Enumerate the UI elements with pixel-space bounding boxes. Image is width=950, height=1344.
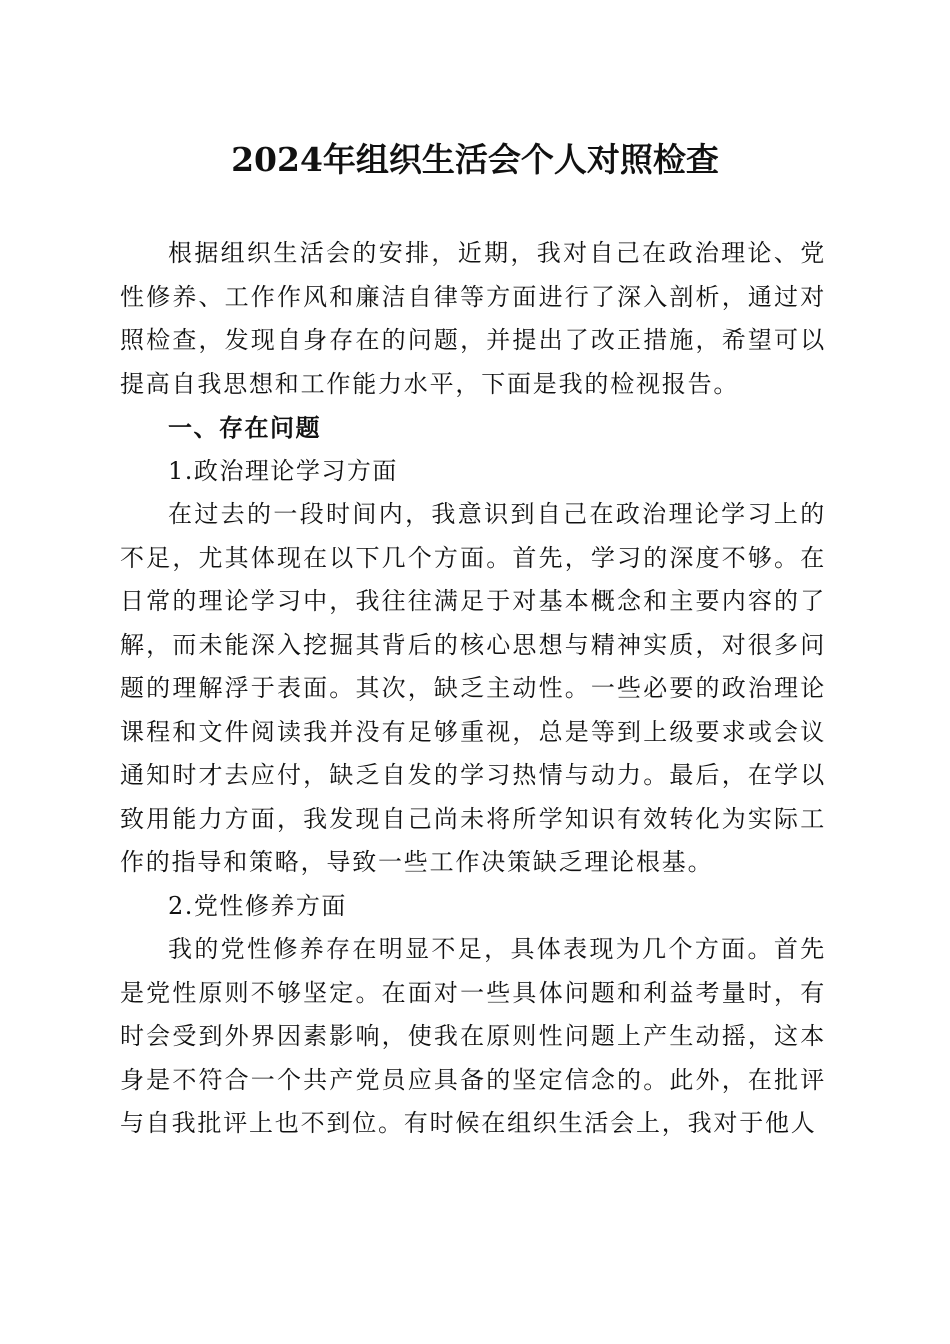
intro-paragraph: 根据组织生活会的安排，近期，我对自己在政治理论、党性修养、工作作风和廉洁自律等方面进行了深入剖析，通过对照检查，发现自身存在的问题，并提出了改正措施，希望可以提高自我思想和工作能力水平，下面是我的检视报告。 [120, 239, 826, 398]
item-paragraph-political-theory: 在过去的一段时间内，我意识到自己在政治理论学习上的不足，尤其体现在以下几个方面。首先，学习的深度不够。在日常的理论学习中，我往往满足于对基本概念和主要内容的了解，而未能深入挖掘其背后的核心思想与精神实质，对很多问题的理解浮于表面。其次，缺乏主动性。一些必要的政治理论课程和文件阅读我并没有足够重视，总是等到上级要求或会议通知时才去应付，缺乏自发的学习热情与动力。最后，在学以致用能力方面，我发现自己尚未将所学知识有效转化为实际工作的指导和策略，导致一些工作决策缺乏理论根基。 [120, 500, 826, 876]
document-body [120, 232, 826, 1146]
item-paragraph-party-spirit: 我的党性修养存在明显不足，具体表现为几个方面。首先是党性原则不够坚定。在面对一些具体问题和利益考量时，有时会受到外界因素影响，使我在原则性问题上产生动摇，这本身是不符合一个共产党员应具备的坚定信念的。此外，在批评与自我批评上也不到位。有时候在组织生活会上，我对于他人 [120, 935, 826, 1137]
item-heading-party-spirit: 2.党性修养方面 [168, 891, 347, 920]
item-heading-political-theory: 1.政治理论学习方面 [168, 456, 398, 485]
section-heading-problems: 一、存在问题 [168, 413, 321, 442]
document-title: 2024年组织生活会个人对照检查 [231, 140, 719, 179]
